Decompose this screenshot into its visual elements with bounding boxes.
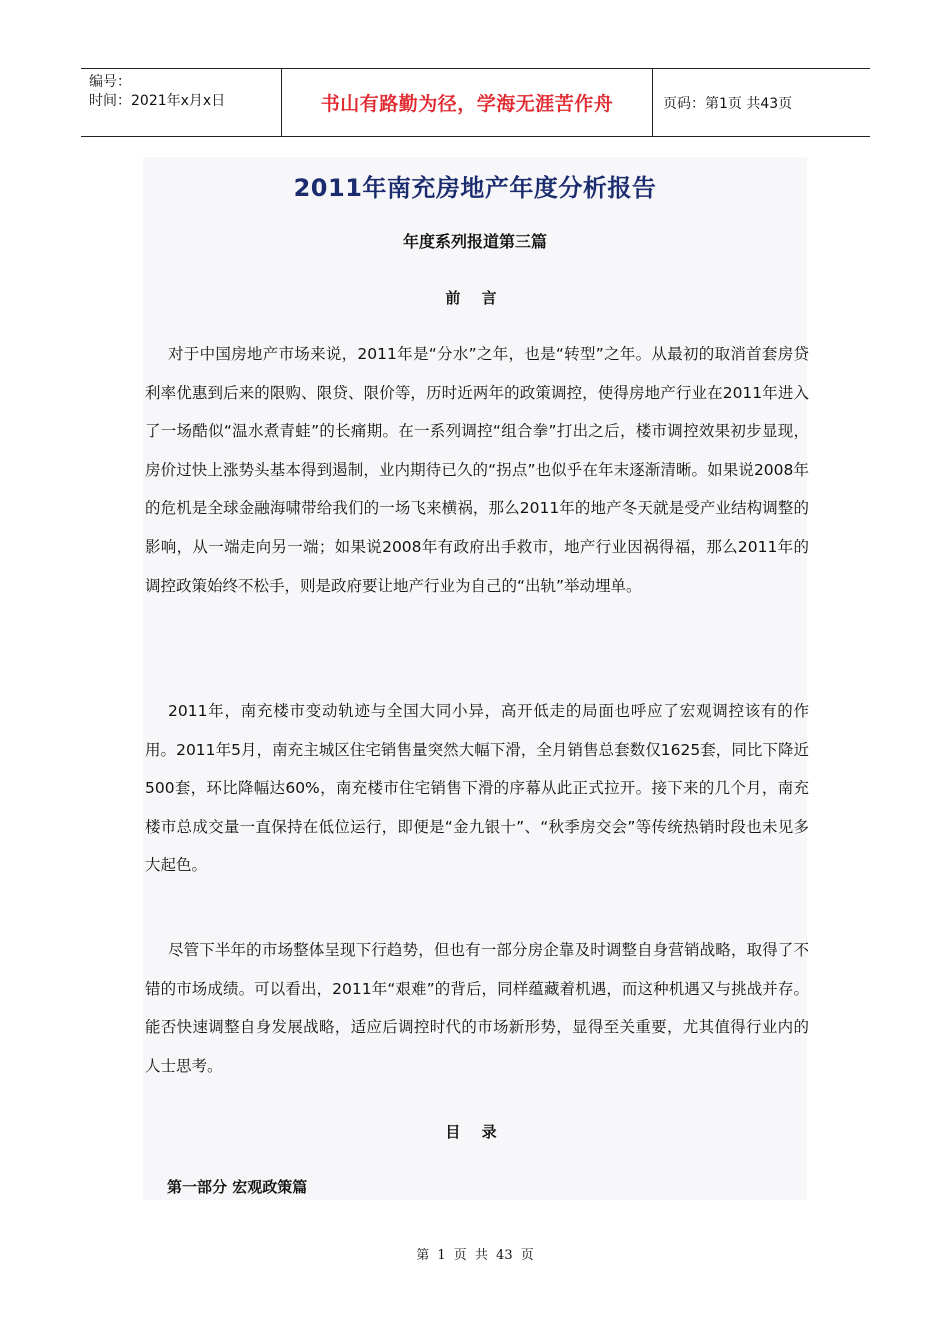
header-page-cell bbox=[653, 69, 870, 136]
number-label: 编号： bbox=[89, 74, 131, 90]
document-subtitle: 年度系列报道第三篇 bbox=[402, 232, 547, 251]
document-title: 2011年南充房地产年度分析报告 bbox=[293, 174, 657, 202]
header-meta-cell bbox=[81, 69, 281, 136]
paragraph-1: 对于中国房地产市场来说，2011年是“分水”之年，也是“转型”之年。从最初的取消首套房贷利率优惠到后来的限购、限贷、限价等，历时近两年的政策调控，使得房地产行业在2011年进入了一场酷似“温水煮青蛙”的长痛期。在一系列调控“组合拳”打出之后，楼市调控效果初步显现，房价过快上涨势头基本得到遏制，业内期待已久的“拐点”也似乎在年末逐渐清晰。如果说2008年的危机是全球金融海啸带给我们的一场飞来横祸，那么2011年的地产冬天就是受产业结构调整的影响，从一端走向另一端；如果说2008年有政府出手救市，地产行业因祸得福，那么2011年的调控政策始终不松手，则是政府要让地产行业为自己的“出轨”举动埋单。 bbox=[145, 345, 809, 595]
toc-heading: 目 录 bbox=[445, 1123, 505, 1141]
page-footer: 第 1 页 共 43 页 bbox=[416, 1248, 534, 1263]
paragraph-3: 尽管下半年的市场整体呈现下行趋势，但也有一部分房企靠及时调整自身营销战略，取得了不错的市场成绩。可以看出，2011年“艰难”的背后，同样蕴藏着机遇，而这种机遇又与挑战并存。能否快速调整自身发展战略，适应后调控时代的市场新形势，显得至关重要，尤其值得行业内的人士思考。 bbox=[145, 941, 809, 1075]
header-table bbox=[81, 68, 870, 137]
page-info: 页码：第1页 共43页 bbox=[663, 95, 793, 112]
header-motto-cell bbox=[281, 69, 653, 136]
paragraph-2: 2011年，南充楼市变动轨迹与全国大同小异，高开低走的局面也呼应了宏观调控该有的作用。2011年5月，南充主城区住宅销售量突然大幅下滑，全月销售总套数仅1625套，同比下降近500套，环比降幅达60%，南充楼市住宅销售下滑的序幕从此正式拉开。接下来的几个月，南充楼市总成交量一直保持在低位运行，即便是“金九银十”、“秋季房交会”等传统热销时段也未见多大起色。 bbox=[145, 702, 809, 875]
motto-text: 书山有路勤为径，学海无涯苦作舟 bbox=[320, 93, 614, 115]
toc-item[interactable]: 第一部分 宏观政策篇 bbox=[167, 1178, 308, 1196]
preface-heading: 前 言 bbox=[445, 289, 505, 307]
time-label: 时间：2021年x月x日 bbox=[89, 93, 226, 109]
